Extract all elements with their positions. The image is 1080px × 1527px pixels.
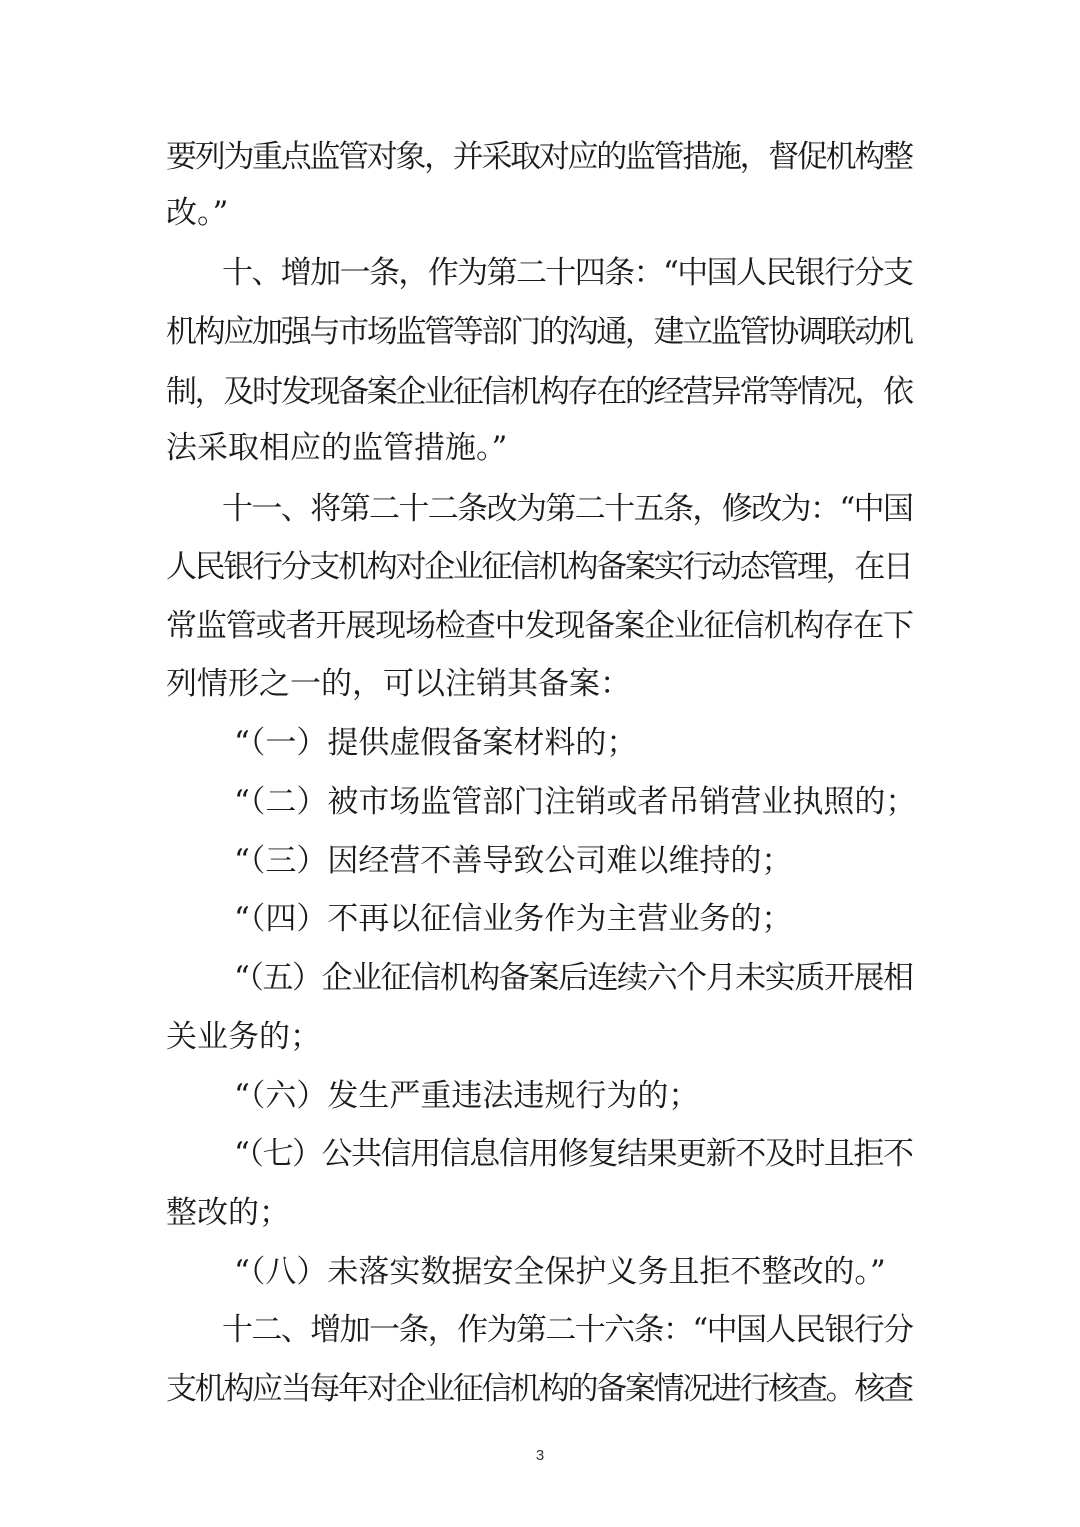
text-line: 法采取相应的监管措施。” (166, 430, 508, 466)
page-number: 3 (535, 1447, 545, 1464)
text-line: “（七）公共信用信息信用修复结果更新不及时且拒不 (234, 1136, 913, 1172)
text-line: 制，及时发现备案企业征信机构存在的经营异常等情况，依 (166, 374, 912, 410)
text-line: 十二、增加一条，作为第二十六条：“中国人民银行分 (222, 1312, 913, 1348)
text-line: 整改的； (166, 1195, 290, 1231)
text-line: “（一）提供虚假备案材料的； (234, 725, 638, 761)
text-line: “（六）发生严重违法违规行为的； (234, 1078, 700, 1114)
text-line: 支机构应当每年对企业征信机构的备案情况进行核查。核查 (166, 1371, 912, 1407)
text-line: “（二）被市场监管部门注销或者吊销营业执照的； (234, 784, 917, 820)
text-line: “（三）因经营不善导致公司难以维持的； (234, 843, 793, 879)
text-line: 要列为重点监管对象，并采取对应的监管措施，督促机构整 (166, 139, 912, 175)
text-line: “（五）企业征信机构备案后连续六个月未实质开展相 (234, 960, 913, 996)
text-line: 列情形之一的，可以注销其备案： (166, 666, 631, 702)
text-line: “（四）不再以征信业务作为主营业务的； (234, 901, 793, 937)
text-line: 改。” (166, 195, 229, 231)
text-line: “（八）未落实数据安全保护义务且拒不整改的。” (234, 1254, 886, 1290)
text-line: 机构应加强与市场监管等部门的沟通，建立监管协调联动机 (166, 314, 912, 350)
text-line: 关业务的； (166, 1019, 321, 1055)
text-line: 常监管或者开展现场检查中发现备案企业征信机构存在下 (166, 608, 913, 644)
text-line: 人民银行分支机构对企业征信机构备案实行动态管理，在日 (166, 549, 912, 585)
text-line: 十一、将第二十二条改为第二十五条，修改为：“中国 (222, 491, 913, 527)
text-line: 十、增加一条，作为第二十四条：“中国人民银行分支 (222, 255, 913, 291)
